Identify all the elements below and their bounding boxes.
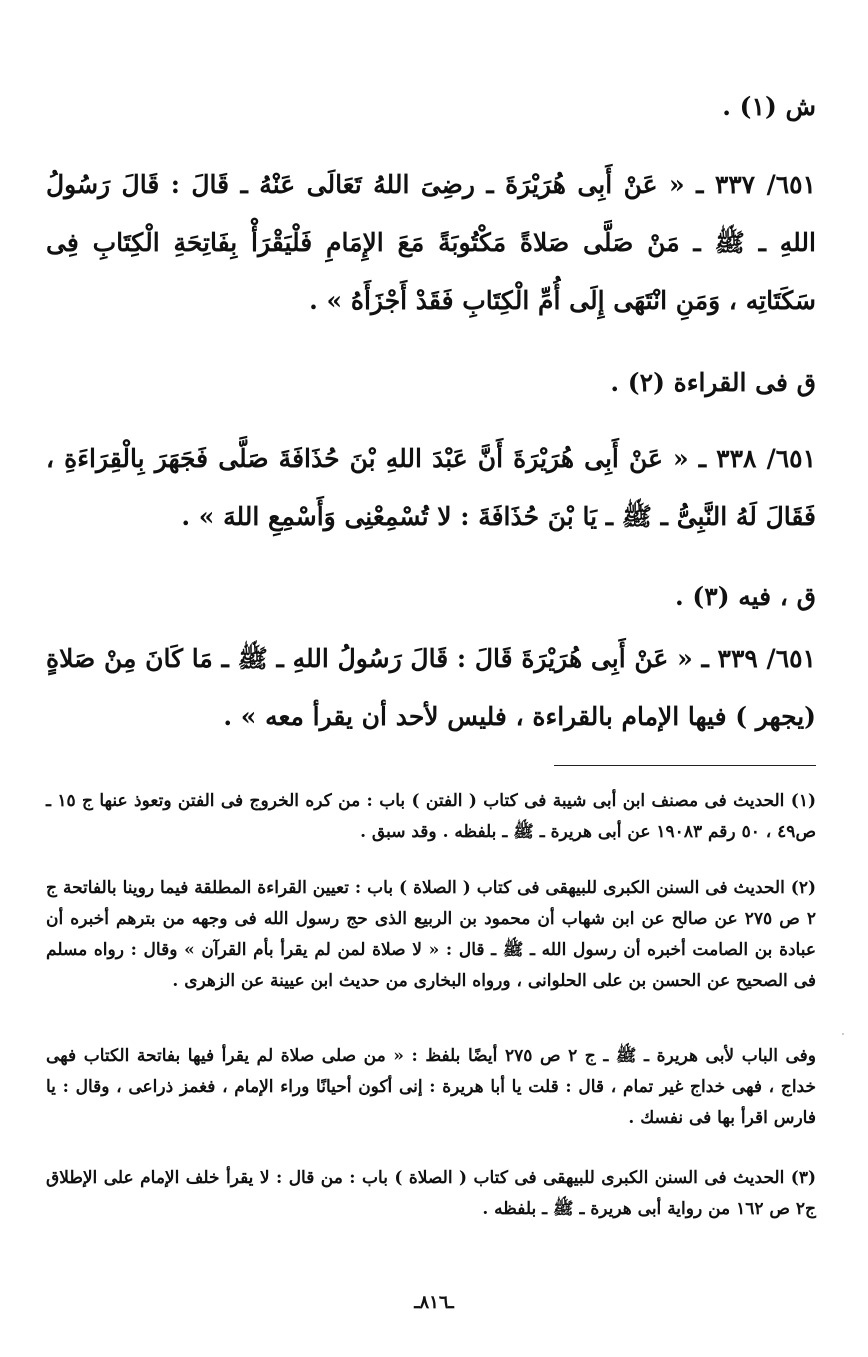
fn-source-line: ش (١) .	[722, 92, 816, 121]
page-number: ـ٨١٦ـ	[414, 1292, 454, 1313]
footnote-3: (٣) الحديث فى السنن الكبرى للبيهقى فى كتاب ( الصلاة ) باب : من قال : لا يقرأ خلف الإمام على الإطلاق ج٢ ص ١٦٢ من رواية أبى هريرة ـ ﷺ ـ بلفظه .	[46, 1168, 816, 1219]
footnote-1: (١) الحديث فى مصنف ابن أبى شيبة فى كتاب ( الفتن ) باب : من كره الخروج فى الفتن وتعوذ عنها ج ١٥ ـ ص٤٩ ، ٥٠ رقم ١٩٠٨٣ عن أبى هريرة ـ ﷺ ـ بلفظه . وقد سبق .	[46, 791, 817, 842]
hadith-339: ٦٥١/ ٣٣٩ ـ « عَنْ أَبِى هُرَيْرَةَ قَالَ : قَالَ رَسُولُ اللهِ ـ ﷺ ـ مَا كَانَ مِنْ صَلاةٍ (يجهر ) فيها الإمام بالقراءة ، فليس لأحد أن يقرأ معه » .	[46, 644, 816, 731]
source-note-338: ق فى القراءة (٢) .	[610, 368, 816, 397]
footnote-separator	[554, 765, 816, 766]
footnote-2: (٢) الحديث فى السنن الكبرى للبيهقى فى كتاب ( الصلاة ) باب : تعيين القراءة المطلقة فيما روينا بالفاتحة ج ٢ ص ٢٧٥ عن صالح عن ابن شهاب أن محمود بن الربيع الذى حج رسول الله فى وجهه من بترهم أخبره أن عبادة بن الصامت أخبره أن رسول الله ـ ﷺ ـ قال : « لا صلاة لمن لم يقرأ بأم القرآن » وقال : رواه مسلم فى الصحيح عن الحسن بن على الحلوانى ، ورواه البخارى من حديث ابن عيينة عن الزهرى .	[46, 878, 816, 991]
footnote-2-continuation: وفى الباب لأبى هريرة ـ ﷺ ـ ج ٢ ص ٢٧٥ أيضًا بلفظ : « من صلى صلاة لم يقرأ فيها بفاتحة الكتاب فهى خداج ، فهى خداج غير تمام ، قال : قلت يا أبا هريرة : إنى أكون أحيانًا وراء الإمام ، فغمز ذراعى ، وقال : يا فارس اقرأ بها فى نفسك .	[46, 1046, 817, 1128]
hadith-337: ٦٥١/ ٣٣٧ ـ « عَنْ أَبِى هُرَيْرَةَ ـ رضِىَ اللهُ تَعَالَى عَنْهُ ـ قَالَ : قَالَ رَسُولُ اللهِ ـ ﷺ ـ مَنْ صَلَّى صَلاةً مَكْتُوبَةً مَعَ الإِمَامِ فَلْيَقْرَأْ بِفَاتِحَةِ الْكِتَابِ فِى سَكَتَاتِه ، وَمَنِ انْتَهَى إِلَى أُمِّ الْكِتَابِ فَقَدْ أَجْزَأَهُ » .	[46, 170, 816, 315]
hadith-338: ٦٥١/ ٣٣٨ ـ « عَنْ أَبِى هُرَيْرَةَ أَنَّ عَبْدَ اللهِ بْنَ حُذَافَةَ صَلَّى فَجَهَرَ بِالْقِرَاءَةِ ، فَقَالَ لَهُ النَّبِىُّ ـ ﷺ ـ يَا بْنَ حُذَافَةَ : لا تُسْمِعْنِى وَأَسْمِعِ اللهَ » .	[46, 444, 817, 531]
scan-speck	[842, 1033, 844, 1035]
source-note-339: ق ، فيه (٣) .	[675, 582, 816, 611]
